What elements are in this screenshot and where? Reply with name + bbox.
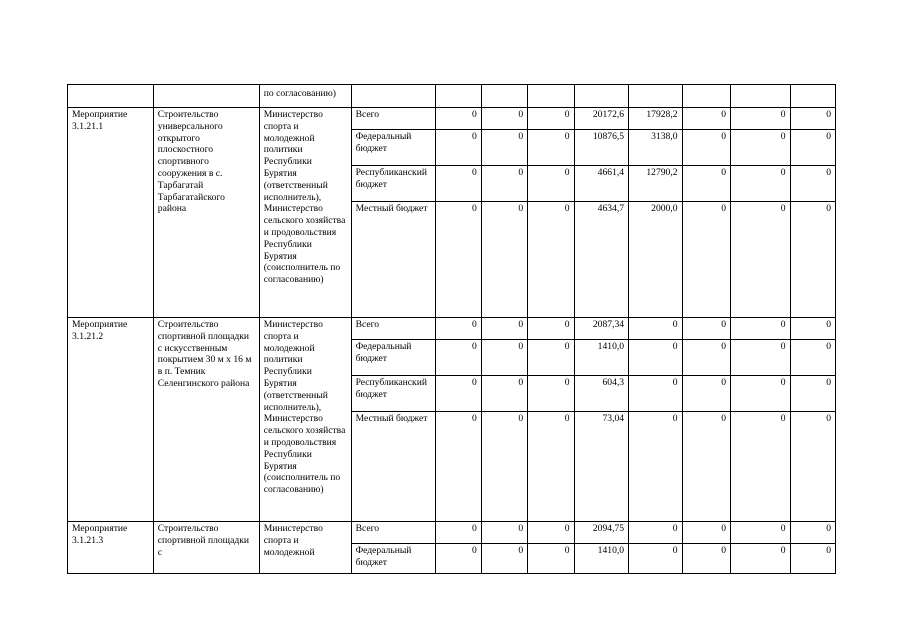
cell-empty	[481, 85, 527, 108]
value-cell: 0	[682, 376, 730, 412]
value-cell: 0	[629, 544, 682, 574]
table-row	[68, 108, 836, 130]
value-cell: 0	[682, 130, 730, 166]
value-cell: 0	[730, 108, 790, 130]
budget-table	[67, 84, 836, 574]
value-cell: 0	[790, 522, 835, 544]
value-cell: 0	[790, 318, 835, 340]
value-cell: 0	[481, 340, 527, 376]
value-cell: 0	[730, 130, 790, 166]
value-cell: 0	[730, 522, 790, 544]
value-cell: 0	[629, 412, 682, 522]
table-row	[68, 318, 836, 340]
value-cell: 2000,0	[629, 202, 682, 318]
table-row	[68, 522, 836, 544]
value-cell: 12790,2	[629, 166, 682, 202]
executor-cell: Министерство спорта и молодежной политики Республики Бурятия (ответственный исполнитель), Министерство сельского хозяйства и продовольствия Республики Бурятия (соисполнитель по согласованию)	[259, 318, 351, 522]
funding-source-cell: Федеральный бюджет	[351, 130, 436, 166]
value-cell: 0	[730, 166, 790, 202]
value-cell: 0	[436, 412, 481, 522]
object-cell: Строительство универсального открытого плоскостного спортивного сооружения в с. Тарбагатай Тарбагатайского района	[153, 108, 259, 318]
value-cell: 0	[528, 340, 574, 376]
cell-empty	[153, 85, 259, 108]
value-cell: 0	[436, 340, 481, 376]
executor-cell: Министерство спорта и молодежной политики Республики Бурятия (ответственный исполнитель), Министерство сельского хозяйства и продовольствия Республики Бурятия (соисполнитель по согласованию)	[259, 108, 351, 318]
cell-empty	[351, 85, 436, 108]
funding-source-cell: Местный бюджет	[351, 412, 436, 522]
funding-source-cell: Всего	[351, 318, 436, 340]
value-cell: 0	[528, 202, 574, 318]
value-cell: 1410,0	[574, 544, 628, 574]
value-cell: 0	[528, 522, 574, 544]
funding-source-cell: Всего	[351, 522, 436, 544]
value-cell: 0	[436, 130, 481, 166]
value-cell: 0	[682, 318, 730, 340]
value-cell: 0	[481, 544, 527, 574]
value-cell: 0	[528, 412, 574, 522]
value-cell: 73,04	[574, 412, 628, 522]
value-cell: 0	[629, 340, 682, 376]
value-cell: 2094,75	[574, 522, 628, 544]
value-cell: 0	[436, 108, 481, 130]
value-cell: 0	[481, 376, 527, 412]
value-cell: 0	[528, 130, 574, 166]
funding-source-cell: Республиканский бюджет	[351, 376, 436, 412]
cell-empty	[436, 85, 481, 108]
value-cell: 0	[436, 522, 481, 544]
cell-empty	[528, 85, 574, 108]
value-cell: 0	[436, 544, 481, 574]
value-cell: 0	[682, 340, 730, 376]
value-cell: 0	[730, 202, 790, 318]
value-cell: 4661,4	[574, 166, 628, 202]
value-cell: 4634,7	[574, 202, 628, 318]
value-cell: 0	[528, 318, 574, 340]
value-cell: 0	[481, 166, 527, 202]
value-cell: 0	[629, 318, 682, 340]
value-cell: 0	[629, 376, 682, 412]
continuation-row	[68, 85, 836, 108]
cell-empty	[682, 85, 730, 108]
value-cell: 0	[481, 108, 527, 130]
value-cell: 604,3	[574, 376, 628, 412]
object-cell: Строительство спортивной площадки с искусственным покрытием 30 м х 16 м в п. Темник Селенгинского района	[153, 318, 259, 522]
executor-cell: Министерство спорта и молодежной	[259, 522, 351, 574]
cell-empty	[790, 85, 835, 108]
object-cell: Строительство спортивной площадки с	[153, 522, 259, 574]
value-cell: 0	[790, 202, 835, 318]
value-cell: 0	[481, 522, 527, 544]
cell-empty	[574, 85, 628, 108]
funding-source-cell: Всего	[351, 108, 436, 130]
funding-source-cell: Федеральный бюджет	[351, 544, 436, 574]
measure-cell: Мероприятие 3.1.21.2	[68, 318, 154, 522]
value-cell: 0	[790, 108, 835, 130]
value-cell: 0	[436, 166, 481, 202]
cell-empty	[629, 85, 682, 108]
value-cell: 0	[481, 130, 527, 166]
value-cell: 0	[436, 202, 481, 318]
measure-cell: Мероприятие 3.1.21.3	[68, 522, 154, 574]
value-cell: 0	[481, 202, 527, 318]
value-cell: 3138,0	[629, 130, 682, 166]
value-cell: 0	[682, 412, 730, 522]
value-cell: 0	[528, 108, 574, 130]
value-cell: 0	[528, 166, 574, 202]
value-cell: 0	[790, 166, 835, 202]
measure-cell: Мероприятие 3.1.21.1	[68, 108, 154, 318]
value-cell: 0	[436, 318, 481, 340]
value-cell: 0	[629, 522, 682, 544]
value-cell: 0	[528, 544, 574, 574]
value-cell: 0	[790, 340, 835, 376]
value-cell: 0	[682, 522, 730, 544]
value-cell: 0	[682, 108, 730, 130]
value-cell: 0	[790, 412, 835, 522]
value-cell: 0	[682, 202, 730, 318]
cell-empty	[68, 85, 154, 108]
funding-source-cell: Местный бюджет	[351, 202, 436, 318]
value-cell: 2087,34	[574, 318, 628, 340]
value-cell: 0	[730, 376, 790, 412]
value-cell: 17928,2	[629, 108, 682, 130]
value-cell: 20172,6	[574, 108, 628, 130]
value-cell: 0	[730, 318, 790, 340]
value-cell: 0	[682, 544, 730, 574]
value-cell: 0	[730, 544, 790, 574]
value-cell: 0	[528, 376, 574, 412]
funding-source-cell: Республиканский бюджет	[351, 166, 436, 202]
value-cell: 0	[481, 318, 527, 340]
value-cell: 0	[481, 412, 527, 522]
value-cell: 0	[790, 376, 835, 412]
value-cell: 0	[730, 412, 790, 522]
cell-empty	[730, 85, 790, 108]
value-cell: 0	[730, 340, 790, 376]
value-cell: 0	[790, 544, 835, 574]
funding-source-cell: Федеральный бюджет	[351, 340, 436, 376]
value-cell: 10876,5	[574, 130, 628, 166]
value-cell: 0	[436, 376, 481, 412]
value-cell: 0	[682, 166, 730, 202]
continuation-text: по согласованию)	[259, 85, 351, 108]
value-cell: 0	[790, 130, 835, 166]
value-cell: 1410,0	[574, 340, 628, 376]
